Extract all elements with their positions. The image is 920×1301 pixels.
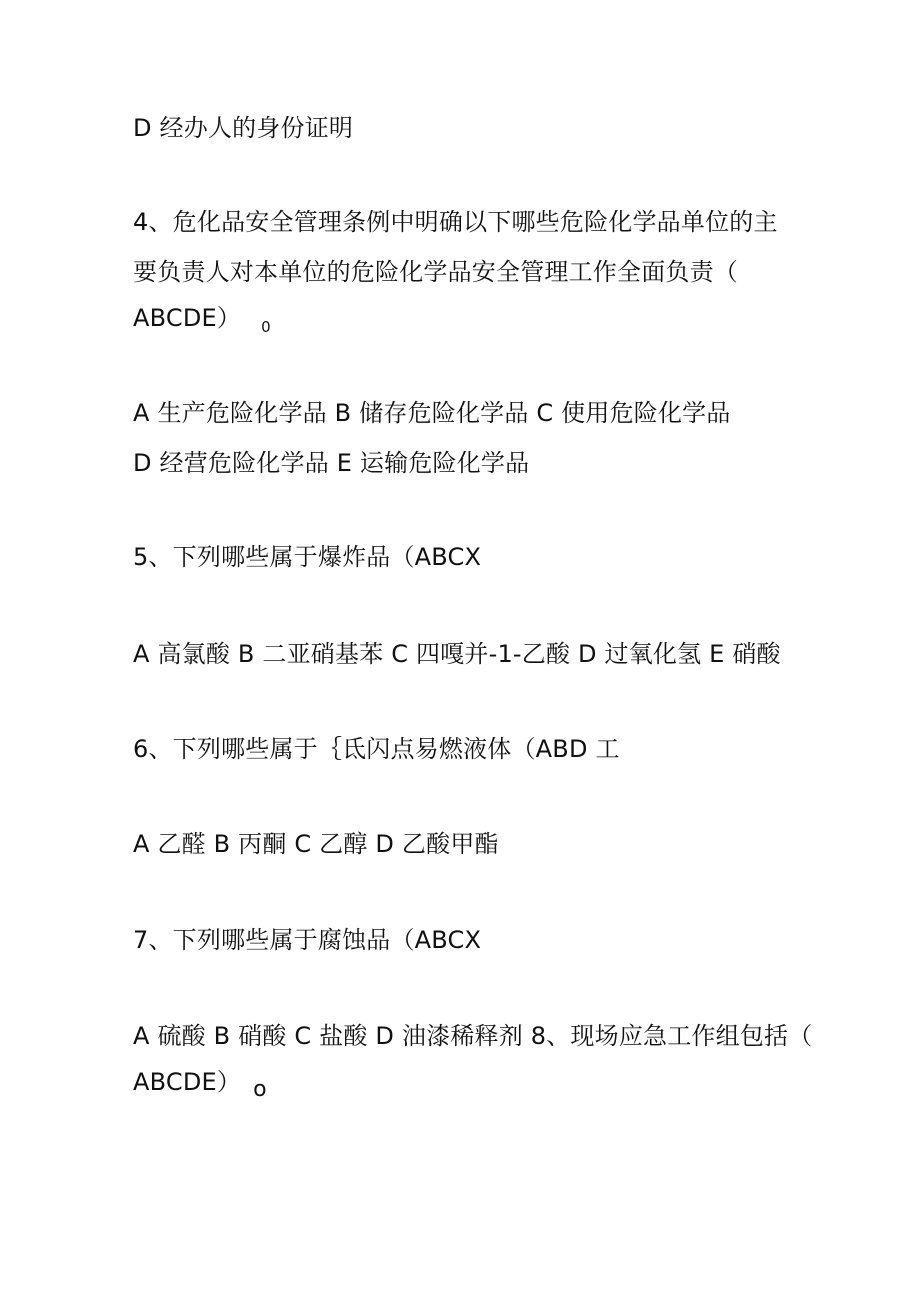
- question-5-options: A 高氯酸 B 二亚硝基苯 C 四嘎并-1-乙酸 D 过氧化氢 E 硝酸: [133, 640, 781, 668]
- question-5: 5、下列哪些属于爆炸品（ABCX: [133, 543, 482, 571]
- question-4-line-1: 4、危化品安全管理条例中明确以下哪些危险化学品单位的主: [133, 208, 778, 236]
- question-6: 6、下列哪些属于｛氐闪点易燃液体（ABD 工: [133, 735, 620, 763]
- question-7: 7、下列哪些属于腐蚀品（ABCX: [133, 926, 482, 954]
- text-line-d-id-proof: D 经办人的身份证明: [133, 114, 354, 142]
- question-4-mark: 0: [261, 318, 271, 336]
- question-8-answer-text: ABCDE）: [133, 1068, 242, 1096]
- question-4-line-2: 要负责人对本单位的危险化学品安全管理工作全面负责（: [133, 258, 738, 286]
- question-6-options: A 乙醛 B 丙酮 C 乙醇 D 乙酸甲酯: [133, 830, 499, 858]
- question-4-answer: [133, 303, 271, 336]
- question-4-options-line-2: D 经营危险化学品 E 运输危险化学品: [133, 449, 530, 477]
- question-8-mark: o: [253, 1077, 267, 1102]
- question-4-answer-text: ABCDE）: [133, 304, 242, 332]
- question-8-answer: [133, 1067, 267, 1102]
- question-7-options-and-question-8: A 硫酸 B 硝酸 C 盐酸 D 油漆稀释剂 8、现场应急工作组包括（: [133, 1022, 813, 1050]
- question-4-options-line-1: A 生产危险化学品 B 储存危险化学品 C 使用危险化学品: [133, 399, 731, 427]
